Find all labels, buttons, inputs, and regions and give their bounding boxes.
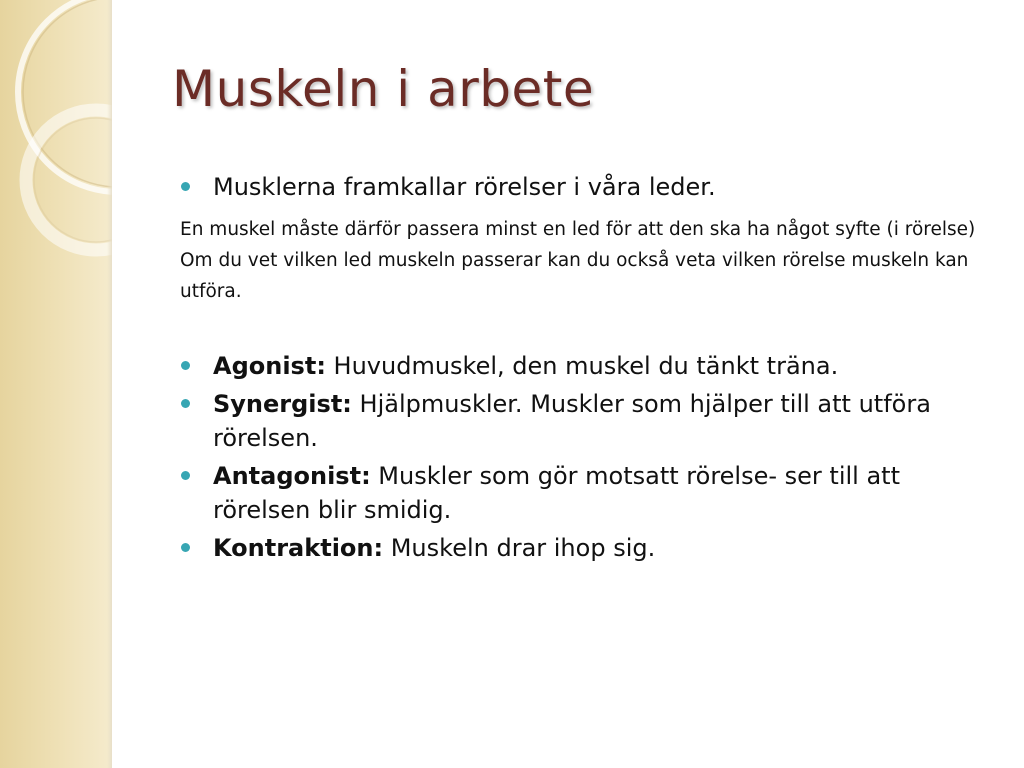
bullet-dot-icon: [181, 471, 190, 480]
term-label: Kontraktion:: [213, 534, 384, 562]
decorative-circles-graphic: [0, 0, 112, 260]
term-definition: Muskeln drar ihop sig.: [383, 534, 656, 562]
term-bullet-agonist: [180, 349, 995, 383]
bullet-dot-icon: [181, 543, 190, 552]
term-label: Synergist:: [213, 390, 352, 418]
bullet-dot-icon: [181, 399, 190, 408]
intro-bullet: [180, 170, 995, 204]
term-definition: Huvudmuskel, den muskel du tänkt träna.: [325, 352, 839, 380]
explanation-paragraph: En muskel måste därför passera minst en led för att den ska ha något syfte (i rörelse) Om du vet vilken led muskeln passerar kan du också veta vilken rörelse muskeln kan utföra.: [180, 219, 976, 302]
term-definition: Hjälpmuskler. Muskler som hjälper till att utföra rörelsen.: [213, 390, 931, 452]
term-bullet-kontraktion: [180, 531, 995, 565]
term-definition: Muskler som gör motsatt rörelse- ser till att rörelsen blir smidig.: [213, 462, 900, 524]
bullet-dot-icon: [181, 361, 190, 370]
slide-content: [180, 170, 995, 565]
term-label: Agonist:: [213, 352, 326, 380]
term-bullet-antagonist: [180, 459, 995, 527]
term-bullet-synergist: [180, 387, 995, 455]
intro-bullet-text: Musklerna framkallar rörelser i våra leder.: [213, 173, 716, 201]
slide-title: Muskeln i arbete: [172, 60, 595, 118]
bullet-dot-icon: [181, 182, 190, 191]
decorative-side-band: [0, 0, 112, 768]
term-label: Antagonist:: [213, 462, 371, 490]
